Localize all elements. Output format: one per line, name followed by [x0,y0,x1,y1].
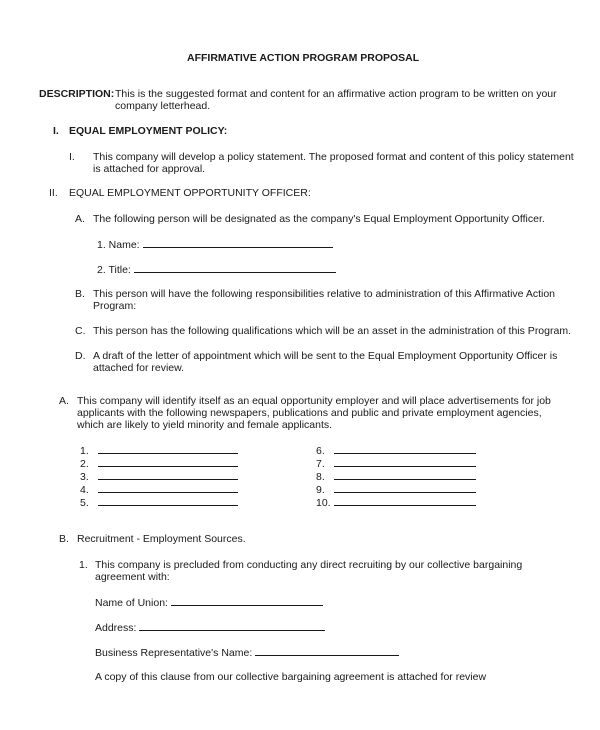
list-item[interactable] [80,444,238,457]
list-item[interactable] [316,496,476,509]
list-number: 3. [80,471,89,483]
sectionA-line1: This company will identify itself as an equal opportunity employer and will place advertisements for job [77,395,551,407]
section2-itemB-letter: B. [75,288,85,300]
list-item[interactable] [80,470,238,483]
officer-title-field[interactable] [97,263,336,276]
description-line2: company letterhead. [115,100,211,112]
list-item[interactable] [316,470,476,483]
officer-name-field[interactable] [97,238,333,251]
sectionB-item-line1: This company is precluded from conducting any direct recruiting by our collective bargaining [95,559,523,571]
address-field[interactable] [95,621,325,634]
section2-itemA-letter: A. [75,213,85,225]
section2-itemC-text: This person has the following qualifications which will be an asset in the administration of this Program. [93,325,571,337]
officer-title-line [134,263,336,273]
address-line [139,621,325,631]
list-line [98,496,238,506]
list-line [334,483,476,493]
section1-number: I. [53,125,59,137]
list-line [98,457,238,467]
list-item[interactable] [316,483,476,496]
section2-itemD-letter: D. [75,350,86,362]
description-label: DESCRIPTION: [39,88,115,100]
union-name-line [171,596,323,606]
sectionB-letter: B. [59,533,69,545]
list-line [98,483,238,493]
list-number: 4. [80,484,89,496]
list-line [98,470,238,480]
officer-name-line [143,238,333,248]
union-name-label: Name of Union: [95,597,168,609]
rep-name-field[interactable] [95,646,399,659]
list-number: 5. [80,497,89,509]
address-label: Address: [95,622,137,634]
section2-itemD-line1: A draft of the letter of appointment which will be sent to the Equal Employment Opportunity Officer is [93,350,558,362]
list-number: 2. [80,458,89,470]
list-number: 8. [316,471,325,483]
rep-name-label: Business Representative's Name: [95,647,253,659]
list-item[interactable] [80,483,238,496]
section1-item-number: I. [69,151,75,163]
section2-itemB-line2: Program: [93,300,137,312]
section2-itemC-letter: C. [75,325,86,337]
officer-name-label: 1. Name: [97,239,140,251]
section2-number: II. [49,187,58,199]
list-number: 10. [316,497,331,509]
section1-item-line1: This company will develop a policy statement. The proposed format and content of this policy statement [93,151,574,163]
list-item[interactable] [80,457,238,470]
sectionA-line2: applicants with the following newspapers, publications and public and private employment agencies, [77,407,542,419]
officer-title-label: 2. Title: [97,264,131,276]
list-line [98,444,238,454]
list-item[interactable] [316,444,476,457]
description-line1: This is the suggested format and content for an affirmative action program to be written on your [115,88,557,100]
list-number: 9. [316,484,325,496]
sectionB-item-number: 1. [79,559,88,571]
section2-heading: EQUAL EMPLOYMENT OPPORTUNITY OFFICER: [69,187,311,199]
copy-note: A copy of this clause from our collective bargaining agreement is attached for review [95,671,487,683]
list-item[interactable] [316,457,476,470]
list-line [334,496,476,506]
sectionB-item-line2: agreement with: [95,571,170,583]
section1-heading: EQUAL EMPLOYMENT POLICY: [69,125,228,137]
list-number: 6. [316,445,325,457]
sectionA-line3: which are likely to yield minority and female applicants. [77,419,333,431]
section2-itemD-line2: attached for review. [93,362,185,374]
section2-itemB-line1: This person will have the following responsibilities relative to administration of this Affirmative Action [93,288,556,300]
list-line [334,444,476,454]
union-name-field[interactable] [95,596,323,609]
list-line [334,457,476,467]
list-number: 1. [80,445,89,457]
page-title: AFFIRMATIVE ACTION PROGRAM PROPOSAL [187,52,420,64]
section2-itemA-text: The following person will be designated as the company's Equal Employment Opportunity Officer. [93,213,545,225]
list-item[interactable] [80,496,238,509]
sectionA-letter: A. [59,395,69,407]
list-number: 7. [316,458,325,470]
rep-name-line [255,646,399,656]
sectionB-heading: Recruitment - Employment Sources. [77,533,246,545]
list-line [334,470,476,480]
section1-item-line2: is attached for approval. [93,163,206,175]
